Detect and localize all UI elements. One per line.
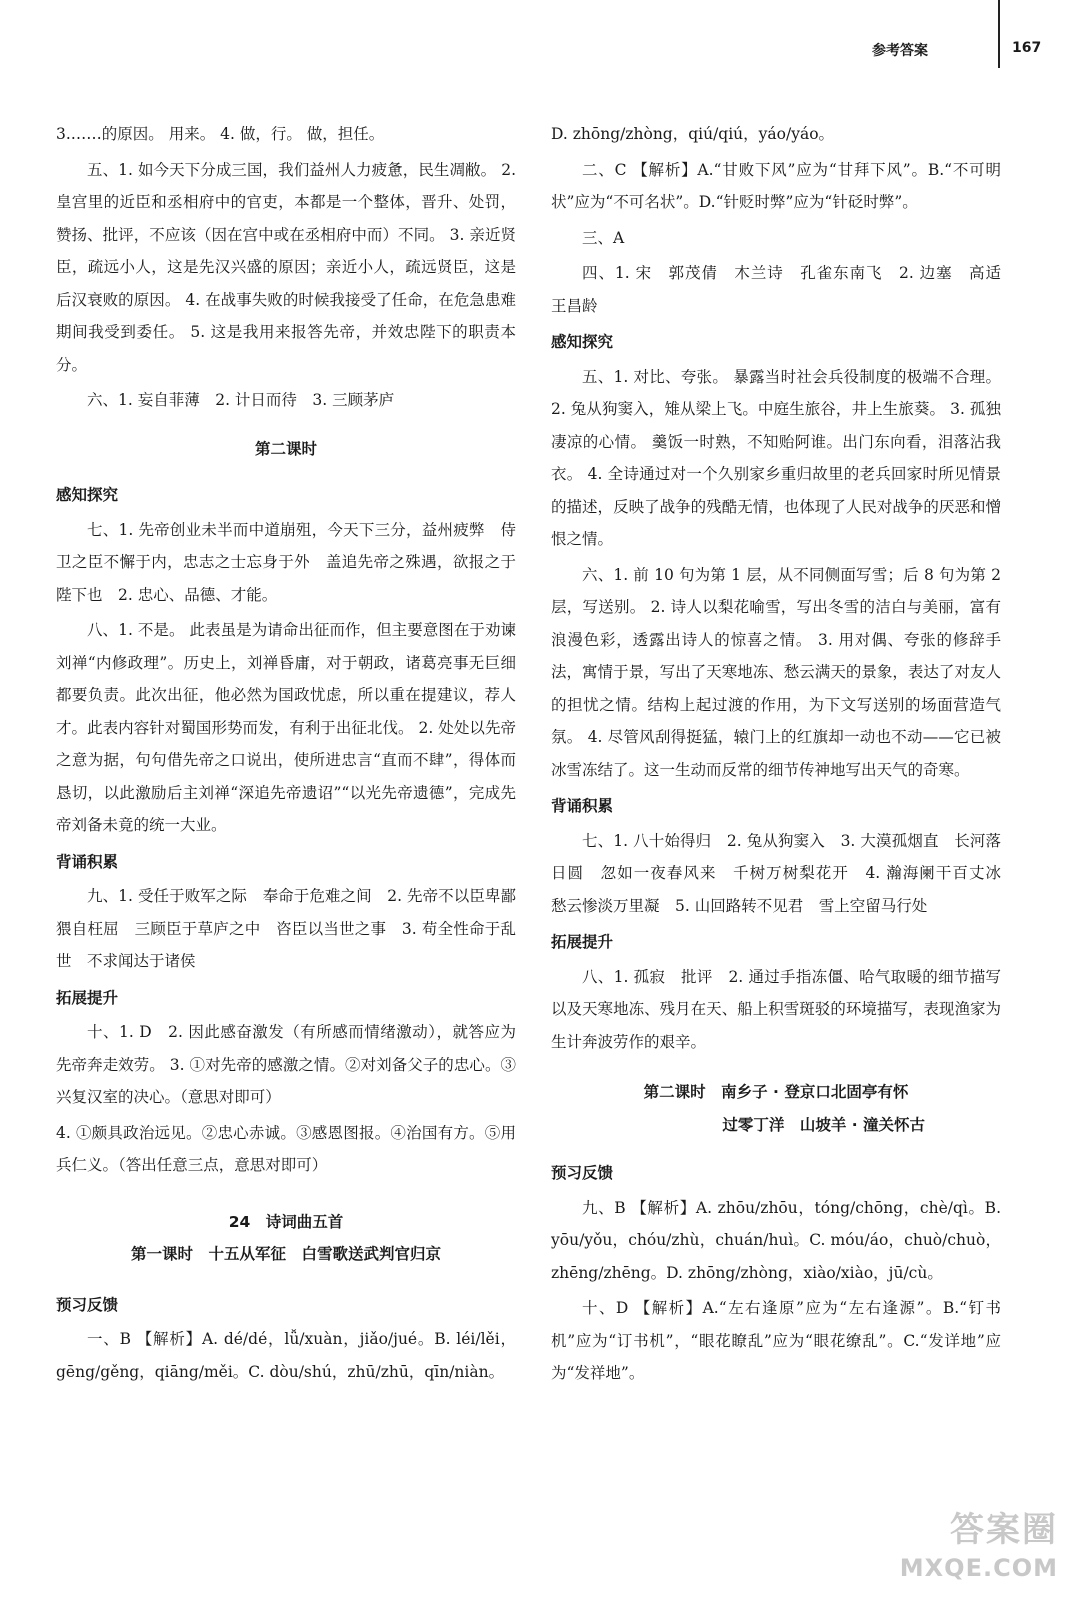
watermark-top-text: 答案圈 <box>950 1510 1058 1550</box>
answer-paragraph: 3.……的原因。 用来。 4. 做，行。 做，担任。 <box>56 125 385 143</box>
answer-paragraph: 五、1. 对比、夸张。 暴露当时社会兵役制度的极端不合理。 2. 兔从狗窦入，雉从梁上飞。中庭生旅谷，井上生旅葵。 3. 孤独凄凉的心情。 羹饭一时熟，不知贻阿谁。出门东向看，泪落沾我衣。 4. 全诗通过对一个久别家乡重归故里的老兵回家时所见情景的描述，反映了战争的残酷无情，也体现了人民对战争的厌恶和憎恨之情。 <box>551 367 1001 548</box>
answer-paragraph: 十、D 【解析】A.“左右逢原”应为“左右逢源”。B.“钉书机”应为“订书机”，“眼花瞭乱”应为“眼花缭乱”。C.“发详地”应为“发祥地”。 <box>551 1299 1001 1382</box>
answer-paragraph: 四、1. 宋 郭茂倩 木兰诗 孔雀东南飞 2. 边塞 高适 王昌龄 <box>551 264 1017 315</box>
section-heading: 预习反馈 <box>56 1295 119 1314</box>
page-number: 167 <box>1012 40 1042 56</box>
answer-paragraph: 十、1. D 2. 因此感奋激发（有所感而情绪激动），就答应为先帝奔走效劳。 3. ①对先帝的感激之情。②对刘备父子的忠心。③兴复汉室的决心。（意思对即可） <box>56 1023 516 1106</box>
left-column <box>56 118 532 1391</box>
section-heading: 拓展提升 <box>56 988 119 1007</box>
chapter-title: 24 诗词曲五首 <box>228 1212 344 1231</box>
section-heading: 感知探究 <box>56 486 119 504</box>
answer-paragraph: 六、1. 前 10 句为第 1 层，从不同侧面写雪；后 8 句为第 2 层，写送别。 2. 诗人以梨花喻雪，写出冬雪的洁白与美丽，富有浪漫色彩，透露出诗人的惊喜之情。 3. 用对偶、夸张的修辞手法，寓情于景，写出了天寒地冻、愁云满天的景象，表达了对友人的担忧之情。结构上起过渡的作用，为下文写送别的场面营造气氛。 4. 尽管风刮得挺猛，辕门上的红旗却一动也不动——它已被冰雪冻结了。这一生动而反常的细节传神地写出天气的奇寒。 <box>551 565 1001 779</box>
lesson-heading: 第二课时 <box>254 439 317 458</box>
answer-paragraph: 七、1. 八十始得归 2. 兔从狗窦入 3. 大漠孤烟直 长河落日圆 忽如一夜春风来 千树万树梨花开 4. 瀚海阑干百丈冰 愁云惨淡万里凝 5. 山回路转不见君 雪上空留马行处 <box>551 831 1017 915</box>
watermark-logo <box>878 1508 1058 1588</box>
answer-paragraph: 八、1. 孤寂 批评 2. 通过手指冻僵、哈气取暖的细节描写以及天寒地冻、残月在天、船上积雪斑驳的环境描写，表现渔家为生计奔波劳作的艰辛。 <box>551 967 1001 1051</box>
lesson-title-continued: 过零丁洋 山坡羊 · 潼关怀古 <box>722 1115 925 1134</box>
lesson-title: 第二课时 南乡子 · 登京口北固亭有怀 <box>643 1083 909 1101</box>
answer-paragraph: 4. ①颇具政治远见。②忠心赤诚。③感恩图报。④治国有方。⑤用兵仁义。（答出任意三点，意思对即可） <box>56 1123 516 1174</box>
answer-paragraph: D. zhōng/zhòng，qiú/qiú，yáo/yáo。 <box>551 125 835 143</box>
answer-paragraph: 九、B 【解析】A. zhōu/zhōu，tóng/chōng，chè/qì。B. yōu/yǒu，chóu/zhù，chuán/huì。C. móu/áo，chuò/chuò，zhēng/zhēng。D. zhōng/zhòng，xiào/xiào，jū/cù。 <box>551 1198 1001 1282</box>
section-heading: 感知探究 <box>551 333 614 351</box>
answer-paragraph: 二、C 【解析】A.“甘败下风”应为“甘拜下风”。B.“不可明状”应为“不可名状”。D.“针贬时弊”应为“针砭时弊”。 <box>551 160 1001 211</box>
watermark-bottom-text: MXQE.COM <box>899 1554 1058 1582</box>
section-heading: 背诵积累 <box>56 852 119 871</box>
answer-paragraph: 一、B 【解析】A. dé/dé，lǚ/xuàn，jiǎo/jué。B. léi/lěi，gēng/gěng，qiāng/měi。C. dòu/shú，zhū/zhū，qīn/niàn。 <box>56 1330 516 1381</box>
chapter-subtitle: 第一课时 十五从军征 白雪歌送武判官归京 <box>130 1245 441 1263</box>
running-header-title: 参考答案 <box>872 43 928 59</box>
right-column <box>551 118 1017 1393</box>
section-heading: 预习反馈 <box>551 1164 614 1182</box>
answer-paragraph: 七、1. 先帝创业未半而中道崩殂，今天下三分，益州疲弊 侍卫之臣不懈于内，忠志之士忘身于外 盖追先帝之殊遇，欲报之于陛下也 2. 忠心、品德、才能。 <box>56 520 516 604</box>
answer-paragraph: 九、1. 受任于败军之际 奉命于危难之间 2. 先帝不以臣卑鄙 猥自枉屈 三顾臣于草庐之中 咨臣以当世之事 3. 苟全性命于乱世 不求闻达于诸侯 <box>56 887 532 970</box>
section-heading: 背诵积累 <box>551 797 614 815</box>
header-divider <box>998 0 1000 68</box>
answer-paragraph: 八、1. 不是。 此表虽是为请命出征而作，但主要意图在于劝谏刘禅“内修政理”。历史上，刘禅昏庸，对于朝政，诸葛亮事无巨细都要负责。此次出征，他必然为国政忧虑，所以重在提建议，荐人才。此表内容针对蜀国形势而发，有利于出征北伐。 2. 处处以先帝之意为据，句句借先帝之口说出，使所进忠言“直而不肆”，得体而恳切，以此激励后主刘禅“深追先帝遗诏”“以光先帝遗德”，完成先帝刘备未竟的统一大业。 <box>56 621 516 834</box>
answer-paragraph: 五、1. 如今天下分成三国，我们益州人力疲惫，民生凋敝。 2. 皇宫里的近臣和丞相府中的官吏，本都是一个整体，晋升、处罚，赞扬、批评，不应该（因在宫中或在丞相府中而）不同。 3. 亲近贤臣，疏远小人，这是先汉兴盛的原因；亲近小人，疏远贤臣，这是后汉衰败的原因。 4. 在战事失败的时候我接受了任命，在危急患难期间我受到委任。 5. 这是我用来报答先帝，并效忠陛下的职责本分。 <box>56 160 516 374</box>
answer-paragraph: 六、1. 妄自菲薄 2. 计日而待 3. 三顾茅庐 <box>87 391 395 409</box>
section-heading: 拓展提升 <box>551 933 614 951</box>
answer-paragraph: 三、A <box>582 228 625 247</box>
